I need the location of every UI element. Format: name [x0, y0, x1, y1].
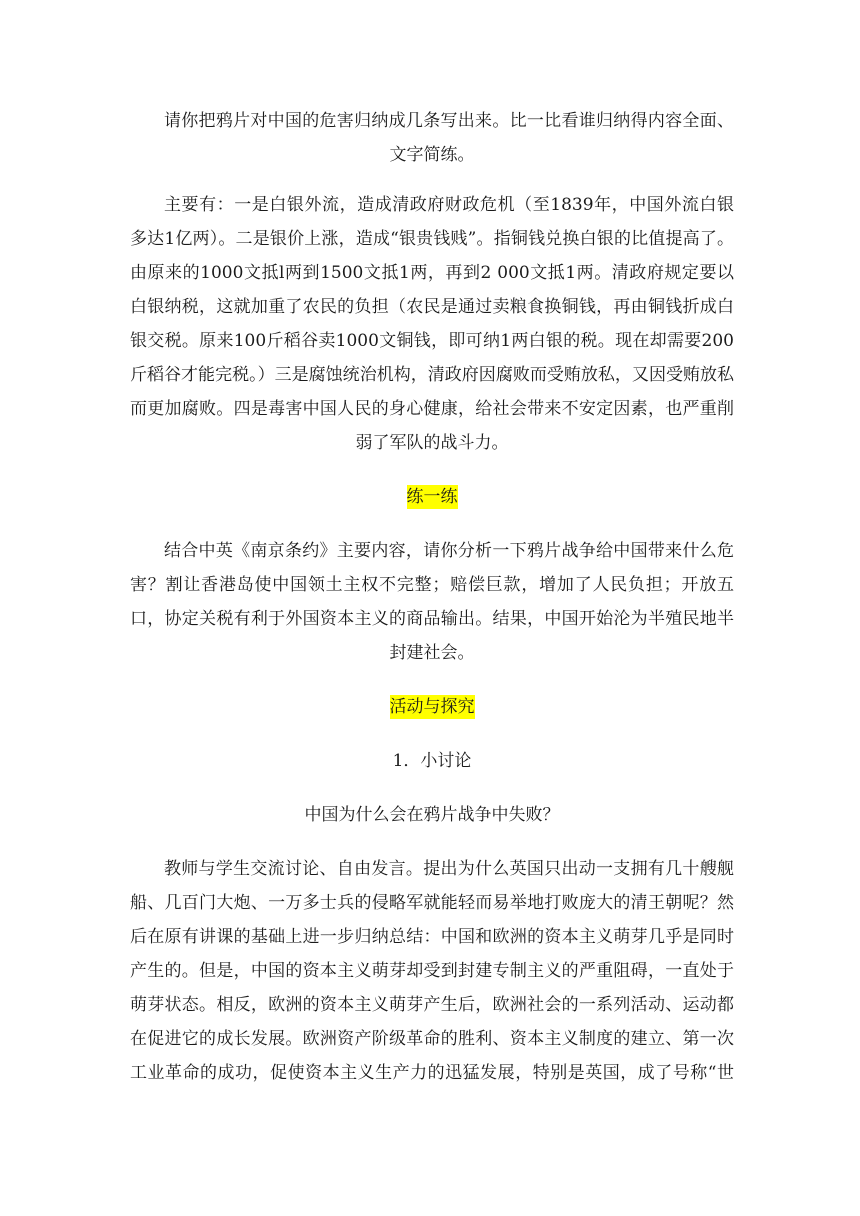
discussion-question: 中国为什么会在鸦片战争中失败？: [304, 805, 560, 825]
heading-practice-text: 练一练: [406, 487, 458, 507]
paragraph-task: 请你把鸦片对中国的危害归纳成几条写出来。比一比看谁归纳得内容全面、文字简练。: [164, 111, 734, 165]
paragraph-discussion: 教师与学生交流讨论、自由发言。提出为什么英国只出动一支拥有几十艘舰船、几百门大炮、一万多士兵的侵略军就能轻而易举地打败庞大的清王朝呢？然后在原有讲课的基础上进一步归纳总结：中国和欧洲的资本主义萌芽几乎是同时产生的。但是，中国的资本主义萌芽却受到封建专制主义的严重阻碍，一直处于萌芽状态。相反，欧洲的资本主义萌芽产生后，欧洲社会的一系列活动、运动都在促进它的成长发展。欧洲资产阶级革命的胜利、资本主义制度的建立、第一次工业革命的成功，促使资本主义生产力的迅猛发展，特别是英国，成了号称“世: [130, 859, 734, 1083]
document-page: [130, 104, 734, 1090]
spacer: [130, 514, 734, 534]
paragraph-practice: 结合中英《南京条约》主要内容，请你分析一下鸦片战争给中国带来什么危害？割让香港岛使中国领土主权不完整；赔偿巨款，增加了人民负担；开放五口，协定关税有利于外国资本主义的商品输出。结果，中国开始沦为半殖民地半封建社会。: [130, 541, 734, 663]
section-heading-practice: [130, 480, 734, 514]
heading-activity-text: 活动与探究: [389, 697, 475, 717]
subheading-discussion: 1．小讨论: [392, 751, 472, 771]
spacer: [130, 172, 734, 188]
spacer: [130, 670, 734, 690]
spacer: [130, 460, 734, 480]
spacer: [130, 832, 734, 852]
section-heading-activity: [130, 690, 734, 724]
paragraph-answer: 主要有：一是白银外流，造成清政府财政危机（至1839年，中国外流白银多达1亿两）。二是银价上涨，造成“银贵钱贱”。指铜钱兑换白银的比值提高了。由原来的1000文抵l两到1500文抵1两，再到2 000文抵1两。清政府规定要以白银纳税，这就加重了农民的负担（农民是通过卖粮食换铜钱，再由铜钱折成白银交税。原来100斤稻谷卖1000文铜钱，即可纳1两白银的税。现在却需要200斤稻谷才能完税。）三是腐蚀统治机构，清政府因腐败而受贿放私，又因受贿放私而更加腐败。四是毒害中国人民的身心健康，给社会带来不安定因素，也严重削弱了军队的战斗力。: [130, 195, 734, 453]
spacer: [130, 724, 734, 744]
spacer: [130, 778, 734, 798]
